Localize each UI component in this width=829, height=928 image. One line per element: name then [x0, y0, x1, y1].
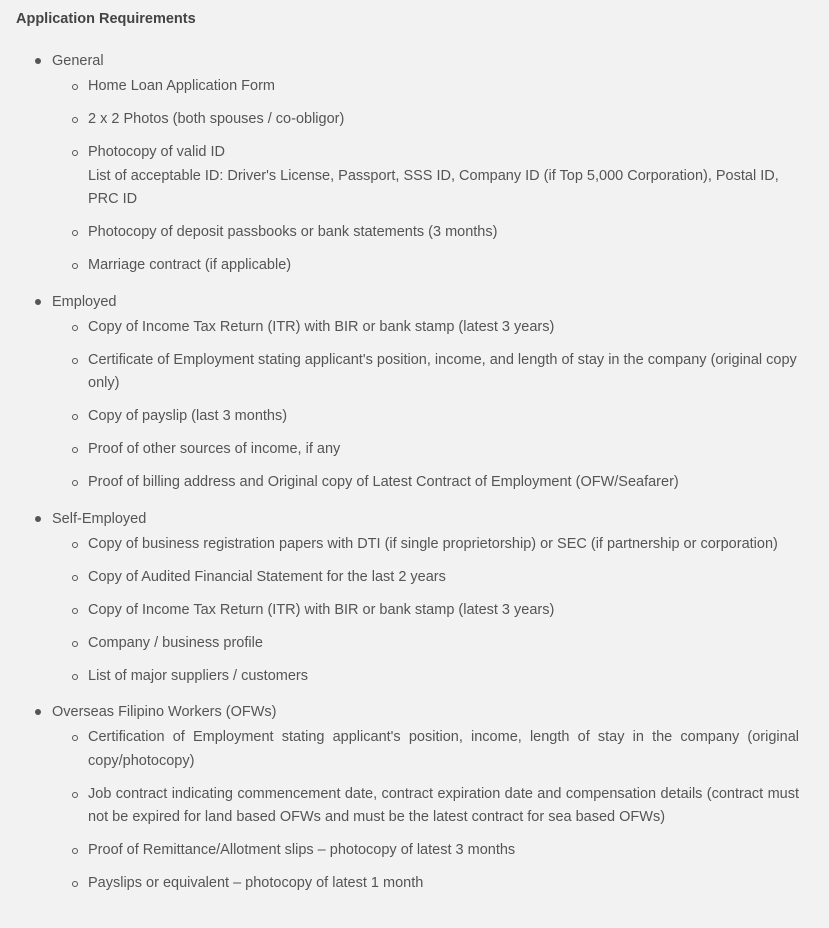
bullet-circle-icon — [72, 608, 78, 614]
bullet-circle-icon — [72, 263, 78, 269]
section-self-employed — [16, 510, 799, 689]
list-item — [52, 349, 799, 396]
list-item — [52, 783, 799, 830]
bullet-circle-icon — [72, 358, 78, 364]
item-text: List of major suppliers / customers — [88, 667, 308, 684]
item-text: Certificate of Employment stating applicant's position, income, and length of stay in the company (original copy only) — [88, 351, 797, 391]
list-item — [52, 726, 799, 773]
section-items — [52, 533, 799, 689]
item-text: Company / business profile — [88, 634, 263, 651]
section-general — [16, 52, 799, 278]
bullet-circle-icon — [72, 480, 78, 486]
section-label: General — [52, 53, 104, 69]
list-item — [52, 141, 799, 212]
bullet-disc-icon — [35, 709, 41, 715]
bullet-circle-icon — [72, 792, 78, 798]
bullet-circle-icon — [72, 575, 78, 581]
item-text: Copy of payslip (last 3 months) — [88, 408, 288, 424]
section-employed — [16, 293, 799, 495]
bullet-circle-icon — [72, 150, 78, 156]
list-item — [52, 438, 799, 462]
bullet-circle-icon — [72, 881, 78, 887]
list-item — [52, 632, 799, 656]
item-text: Marriage contract (if applicable) — [88, 257, 292, 273]
list-item — [52, 599, 799, 623]
section-items — [52, 726, 799, 896]
item-subtext: List of acceptable ID: Driver's License, Passport, SSS ID, Company ID (if Top 5,000 Corporation), Postal ID, PRC ID — [88, 167, 779, 207]
section-label: Employed — [52, 293, 117, 310]
list-item — [52, 316, 799, 340]
item-text: Proof of other sources of income, if any — [88, 441, 341, 457]
section-items — [52, 75, 799, 278]
bullet-disc-icon — [35, 516, 41, 522]
list-item — [52, 471, 799, 495]
list-item — [52, 665, 799, 689]
bullet-circle-icon — [72, 230, 78, 236]
list-item — [52, 108, 799, 132]
item-text: Copy of Income Tax Return (ITR) with BIR or bank stamp (latest 3 years) — [88, 601, 555, 618]
item-text: Photocopy of valid ID — [88, 144, 226, 160]
item-text: Copy of Income Tax Return (ITR) with BIR or bank stamp (latest 3 years) — [88, 318, 555, 335]
item-text: Proof of billing address and Original copy of Latest Contract of Employment (OFW/Seafarer) — [88, 474, 679, 490]
section-items — [52, 316, 799, 495]
list-item — [52, 405, 799, 429]
section-overseas-filipino-workers-ofws — [16, 703, 799, 896]
requirements-list — [16, 52, 799, 896]
bullet-circle-icon — [72, 542, 78, 548]
item-text: Copy of business registration papers with DTI (if single proprietorship) or SEC (if partnership or corporation) — [88, 535, 778, 552]
list-item — [52, 839, 799, 863]
item-text: Copy of Audited Financial Statement for the last 2 years — [88, 568, 446, 585]
item-text: 2 x 2 Photos (both spouses / co-obligor) — [88, 111, 345, 127]
item-text: Proof of Remittance/Allotment slips – photocopy of latest 3 months — [88, 842, 516, 858]
bullet-disc-icon — [35, 299, 41, 305]
bullet-circle-icon — [72, 641, 78, 647]
bullet-circle-icon — [72, 117, 78, 123]
list-item — [52, 872, 799, 896]
item-text: Photocopy of deposit passbooks or bank statements (3 months) — [88, 224, 498, 240]
page-title: Application Requirements — [16, 11, 196, 27]
list-item — [52, 221, 799, 245]
list-item — [52, 533, 799, 557]
item-text: Home Loan Application Form — [88, 78, 275, 94]
bullet-circle-icon — [72, 84, 78, 90]
bullet-circle-icon — [72, 447, 78, 453]
section-label: Self-Employed — [52, 510, 147, 527]
bullet-circle-icon — [72, 674, 78, 680]
bullet-circle-icon — [72, 325, 78, 331]
list-item — [52, 254, 799, 278]
bullet-disc-icon — [35, 58, 41, 64]
item-text: Job contract indicating commencement date, contract expiration date and compensation details (contract must not be expired for land based OFWs and must be the latest contract for sea based OFWs) — [88, 785, 799, 825]
list-item — [52, 566, 799, 590]
item-text: Payslips or equivalent – photocopy of latest 1 month — [88, 875, 424, 891]
item-text: Certification of Employment stating applicant's position, income, length of stay in the company (original copy/photocopy) — [88, 729, 799, 769]
bullet-circle-icon — [72, 848, 78, 854]
list-item — [52, 75, 799, 99]
bullet-circle-icon — [72, 414, 78, 420]
bullet-circle-icon — [72, 735, 78, 741]
section-label: Overseas Filipino Workers (OFWs) — [52, 704, 277, 720]
